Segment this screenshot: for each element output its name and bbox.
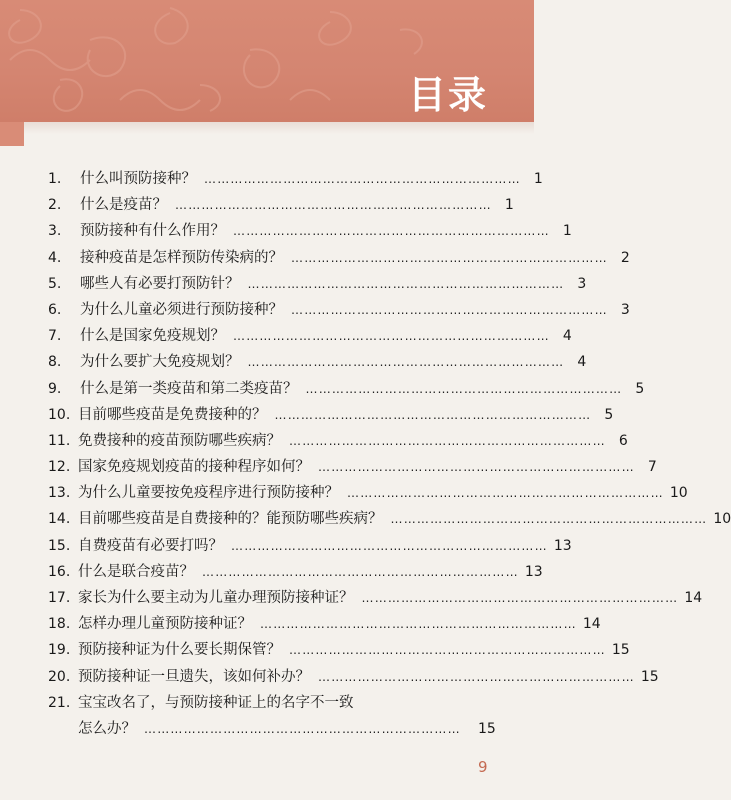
toc-title: 家长为什么要主动为儿童办理预防接种证？ <box>78 590 354 606</box>
toc-title: 为什么要扩大免疫规划？ <box>80 354 240 371</box>
toc-leader: ……………………………………………………………… <box>233 329 550 344</box>
page-title: 目录 <box>407 73 488 117</box>
toc-page: 15 <box>611 642 630 659</box>
toc-leader: ……………………………………………………………… <box>247 276 565 291</box>
toc-number: 8. <box>48 354 62 371</box>
toc-number: 4. <box>48 249 62 266</box>
toc-title: 什么叫预防接种？ <box>80 171 196 187</box>
toc-page: 10 <box>669 485 688 502</box>
toc-title: 接种疫苗是怎样预防传染病的？ <box>80 249 283 266</box>
toc-number: 18. <box>48 616 71 633</box>
toc-page: 13 <box>524 563 543 580</box>
toc-title: 自费疫苗有必要打吗？ <box>78 537 223 554</box>
toc-leader: ……………………………………………………………… <box>318 669 635 684</box>
toc-entry[interactable] <box>48 376 645 402</box>
toc-number: 11. <box>48 432 71 449</box>
toc-page: 10 <box>713 511 731 528</box>
toc-entry[interactable] <box>48 664 659 690</box>
toc-entry[interactable] <box>48 166 543 192</box>
toc-title: 预防接种有什么作用？ <box>80 223 225 240</box>
toc-number: 6. <box>48 301 62 318</box>
toc-title: 国家免疫规划疫苗的接种程序如何？ <box>78 459 310 476</box>
toc-leader: ……………………………………………………………… <box>274 407 592 422</box>
toc-entry[interactable] <box>48 323 572 349</box>
toc-leader: ……………………………………………………………… <box>260 617 577 632</box>
toc-page: 15 <box>478 720 496 737</box>
toc-page: 6 <box>618 432 628 449</box>
toc-leader: ……………………………………………………………… <box>347 486 664 501</box>
toc-entry[interactable] <box>48 428 628 454</box>
toc-entry[interactable] <box>48 349 587 375</box>
toc-leader: ……………………………………………………………… <box>204 172 521 186</box>
toc-title: 目前哪些疫苗是自费接种的？能预防哪些疾病？ <box>78 511 383 528</box>
toc-entry[interactable] <box>48 218 572 244</box>
banner-shadow <box>24 122 534 134</box>
toc-title: 什么是疫苗？ <box>80 197 167 214</box>
toc-leader: ……………………………………………………………… <box>231 538 548 553</box>
toc-entry[interactable] <box>48 585 703 611</box>
toc-number: 16. <box>48 563 71 580</box>
toc-entry[interactable] <box>48 192 514 218</box>
toc-number: 15. <box>48 537 71 554</box>
toc-page: 3 <box>577 275 587 292</box>
toc-page: 5 <box>635 380 645 397</box>
toc-page: 1 <box>533 171 543 187</box>
toc-leader: ……………………………………………………………… <box>175 198 492 213</box>
toc-number: 17. <box>48 590 71 606</box>
toc-page: 14 <box>684 590 703 606</box>
toc-entry[interactable] <box>48 245 630 271</box>
toc-number: 12. <box>48 459 71 476</box>
toc-leader: ……………………………………………………………… <box>247 355 565 370</box>
toc-title: 为什么儿童要按免疫程序进行预防接种？ <box>78 485 339 502</box>
toc-title: 宝宝改名了，与预防接种证上的名字不一致 <box>78 694 354 711</box>
toc-title: 为什么儿童必须进行预防接种？ <box>80 301 283 318</box>
toc-page: 4 <box>577 354 587 371</box>
toc-leader: ……………………………………………………………… <box>361 591 679 605</box>
toc-leader: ……………………………………………………………… <box>291 250 608 265</box>
toc-leader: ……………………………………………………………… <box>390 512 708 527</box>
header-banner <box>0 0 534 122</box>
toc-number: 21. <box>48 694 71 711</box>
toc-entry[interactable] <box>48 271 587 297</box>
toc-number: 2. <box>48 197 62 214</box>
toc-page: 1 <box>504 197 514 214</box>
toc-leader: ……………………………………………………………… <box>318 460 635 475</box>
toc-entry[interactable] <box>48 297 630 323</box>
toc-page: 5 <box>604 406 614 423</box>
toc-entry[interactable] <box>48 690 494 740</box>
toc-number: 3. <box>48 223 62 240</box>
toc-number: 9. <box>48 380 62 397</box>
toc-number: 10. <box>48 406 71 423</box>
toc-title: 什么是联合疫苗？ <box>78 563 194 580</box>
toc-number: 14. <box>48 511 71 528</box>
toc-entry[interactable] <box>48 559 543 585</box>
toc-leader: ……………………………………………………………… <box>305 381 623 396</box>
page-number: 9 <box>478 758 488 776</box>
toc-entry[interactable] <box>48 637 630 663</box>
toc-title-continuation <box>78 716 494 742</box>
toc-page: 15 <box>640 668 659 685</box>
toc-page: 3 <box>620 301 630 318</box>
toc-entry[interactable] <box>48 611 601 637</box>
toc-multiline <box>78 690 494 742</box>
toc-entry[interactable] <box>48 533 572 559</box>
toc-page: 14 <box>582 616 601 633</box>
toc-leader: ……………………………………………………………… <box>289 433 606 448</box>
toc-leader: ……………………………………………………………… <box>291 302 608 317</box>
toc-title: 目前哪些疫苗是免费接种的？ <box>78 406 267 423</box>
toc-title: 免费接种的疫苗预防哪些疾病？ <box>78 432 281 449</box>
toc-title: 预防接种证一旦遗失，该如何补办？ <box>78 668 310 685</box>
toc-number: 1. <box>48 171 62 187</box>
toc-entry[interactable] <box>48 402 614 428</box>
toc-page: 13 <box>553 537 572 554</box>
toc-page: 1 <box>562 223 572 240</box>
toc-leader: ……………………………………………………………… <box>144 721 461 736</box>
toc-title-cont: 怎么办？ <box>78 720 136 737</box>
toc-number: 13. <box>48 485 71 502</box>
banner-tab <box>0 122 24 146</box>
toc-entry[interactable] <box>48 454 657 480</box>
toc-page: 4 <box>562 328 572 345</box>
toc-title: 预防接种证为什么要长期保管？ <box>78 642 281 659</box>
table-of-contents <box>48 166 731 740</box>
toc-page: 7 <box>647 459 657 476</box>
toc-title: 哪些人有必要打预防针？ <box>80 275 240 292</box>
toc-number: 7. <box>48 328 62 345</box>
toc-number: 20. <box>48 668 71 685</box>
toc-number: 19. <box>48 642 71 659</box>
toc-number: 5. <box>48 275 62 292</box>
toc-title: 什么是第一类疫苗和第二类疫苗？ <box>80 380 298 397</box>
toc-leader: ……………………………………………………………… <box>202 564 519 579</box>
toc-title: 什么是国家免疫规划？ <box>80 328 225 345</box>
toc-entry[interactable] <box>48 480 688 506</box>
toc-leader: ……………………………………………………………… <box>289 643 606 658</box>
toc-title: 怎样办理儿童预防接种证？ <box>78 616 252 633</box>
toc-leader: ……………………………………………………………… <box>233 224 550 239</box>
toc-entry[interactable] <box>48 506 731 532</box>
toc-page: 2 <box>620 249 630 266</box>
